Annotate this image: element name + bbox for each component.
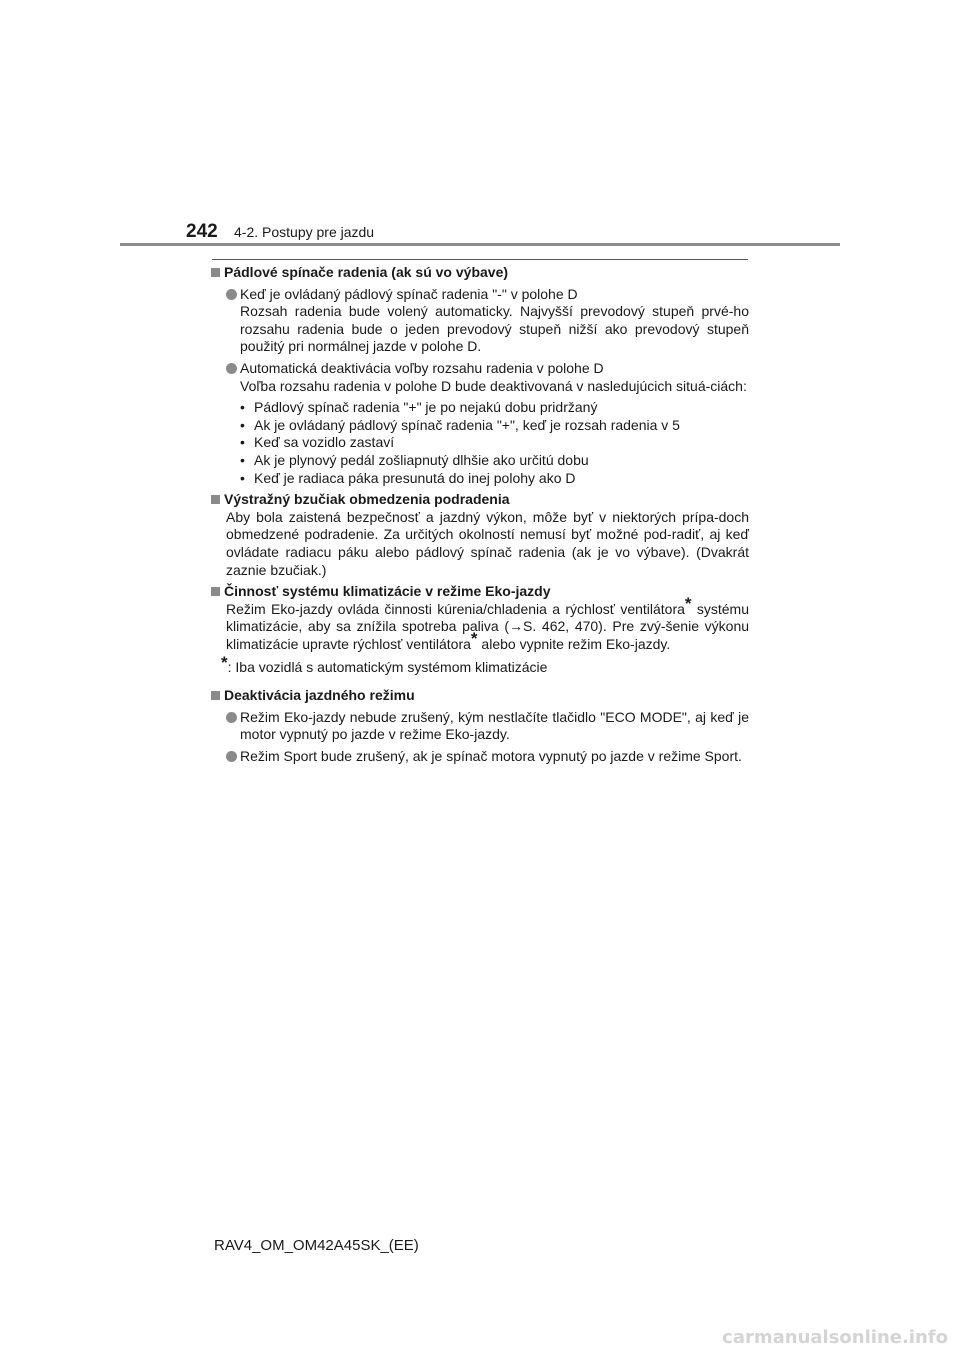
header-rule — [120, 243, 840, 246]
page-number: 242 — [186, 221, 218, 242]
section-title-text: Výstražný bzučiak obmedzenia podradenia — [224, 491, 510, 508]
bullet-body: Rozsah radenia bude volený automaticky. Najvyšší prevodový stupeň prvé-ho rozsahu radenia bude o jeden prevodový stupeň nižší ako prevodový stupeň použitý pri normálnej jazde v polohe D. — [240, 303, 749, 355]
section-title — [211, 264, 749, 282]
square-bullet-icon — [211, 495, 220, 504]
footnote: *: Iba vozidlá s automatickým systémom klimatizácie — [221, 653, 548, 676]
round-bullet-icon — [226, 712, 237, 723]
reference-arrow-icon: → — [509, 618, 524, 635]
list-item — [226, 709, 749, 744]
section-title-text: Činnosť systému klimatizácie v režime Eko-jazdy — [224, 583, 551, 600]
square-bullet-icon — [211, 691, 220, 700]
sub-list — [211, 399, 749, 487]
content-rule — [212, 259, 748, 260]
bullet-body: Režim Eko-jazdy nebude zrušený, kým nestlačíte tlačidlo "ECO MODE", aj keď je motor vypnutý po jazde v režime Eko-jazdy. — [240, 708, 749, 743]
sub-list-item: • Keď sa vozidlo zastaví — [240, 434, 749, 452]
section-drive-mode-deactivation — [211, 687, 749, 765]
section-title — [211, 491, 749, 509]
list-item — [226, 286, 749, 356]
square-bullet-icon — [211, 268, 220, 277]
footnote-star: * — [470, 628, 478, 648]
section-text: Režim Eko-jazdy ovláda činnosti kúrenia/chladenia a rýchlosť ventilátora* systému klimatizácie, aby sa znížila spotreba paliva (→S. 462, 470). Pre zvý-šenie výkonu klimatizácie upravte rýchlosť ventilátora* alebo vypnite režim Eko-jazdy. — [226, 593, 750, 652]
bullet-lead: Keď je ovládaný pádlový spínač radenia "-" v polohe D — [240, 285, 578, 302]
bullet-lead: Automatická deaktivácia voľby rozsahu radenia v polohe D — [240, 359, 604, 376]
list-item — [226, 360, 749, 395]
section-downshift-buzzer — [211, 491, 749, 579]
sub-list-item: • Ak je ovládaný pádlový spínač radenia "+", keď je rozsah radenia v 5 — [240, 417, 749, 435]
chapter-title: 4-2. Postupy pre jazdu — [234, 224, 375, 240]
section-title-text: Pádlové spínače radenia (ak sú vo výbave) — [224, 264, 509, 280]
document-code: RAV4_OM_OM42A45SK_(EE) — [214, 1237, 419, 1254]
sub-list-item: • Ak je plynový pedál zošliapnutý dlhšie ako určitú dobu — [240, 452, 749, 470]
footnote-star: * — [684, 593, 692, 613]
bullet-body: Voľba rozsahu radenia v polohe D bude deaktivovaná v nasledujúcich situá-ciách: — [240, 377, 747, 394]
section-title — [211, 583, 749, 601]
section-text: Aby bola zaistená bezpečnosť a jazdný výkon, môže byť v niektorých prípa-doch obmedzené podradenie. Za určitých okolností nemusí byť možné pod-radiť, aj keď ovládate radiacu páku alebo pádlový spínač radenia (ak je vo výbave). (Dvakrát zaznie bzučiak.) — [226, 508, 749, 578]
watermark: carmanualsonline.info — [722, 1327, 948, 1348]
sub-list-item: • Keď je radiaca páka presunutá do inej polohy ako D — [240, 470, 749, 488]
round-bullet-icon — [226, 363, 237, 374]
square-bullet-icon — [211, 587, 220, 596]
round-bullet-icon — [226, 289, 237, 300]
section-paddle-switches — [211, 264, 749, 487]
sub-list-item: • Pádlový spínač radenia "+" je po nejakú dobu pridržaný — [240, 399, 749, 417]
section-eco-climate — [211, 583, 749, 677]
page-content — [211, 264, 749, 769]
bullet-body: Režim Sport bude zrušený, ak je spínač motora vypnutý po jazde v režime Sport. — [240, 747, 742, 764]
section-title-text: Deaktivácia jazdného režimu — [224, 687, 415, 704]
footnote-star: * — [221, 653, 228, 673]
round-bullet-icon — [226, 751, 237, 762]
section-title — [211, 687, 749, 705]
list-item — [226, 748, 749, 766]
